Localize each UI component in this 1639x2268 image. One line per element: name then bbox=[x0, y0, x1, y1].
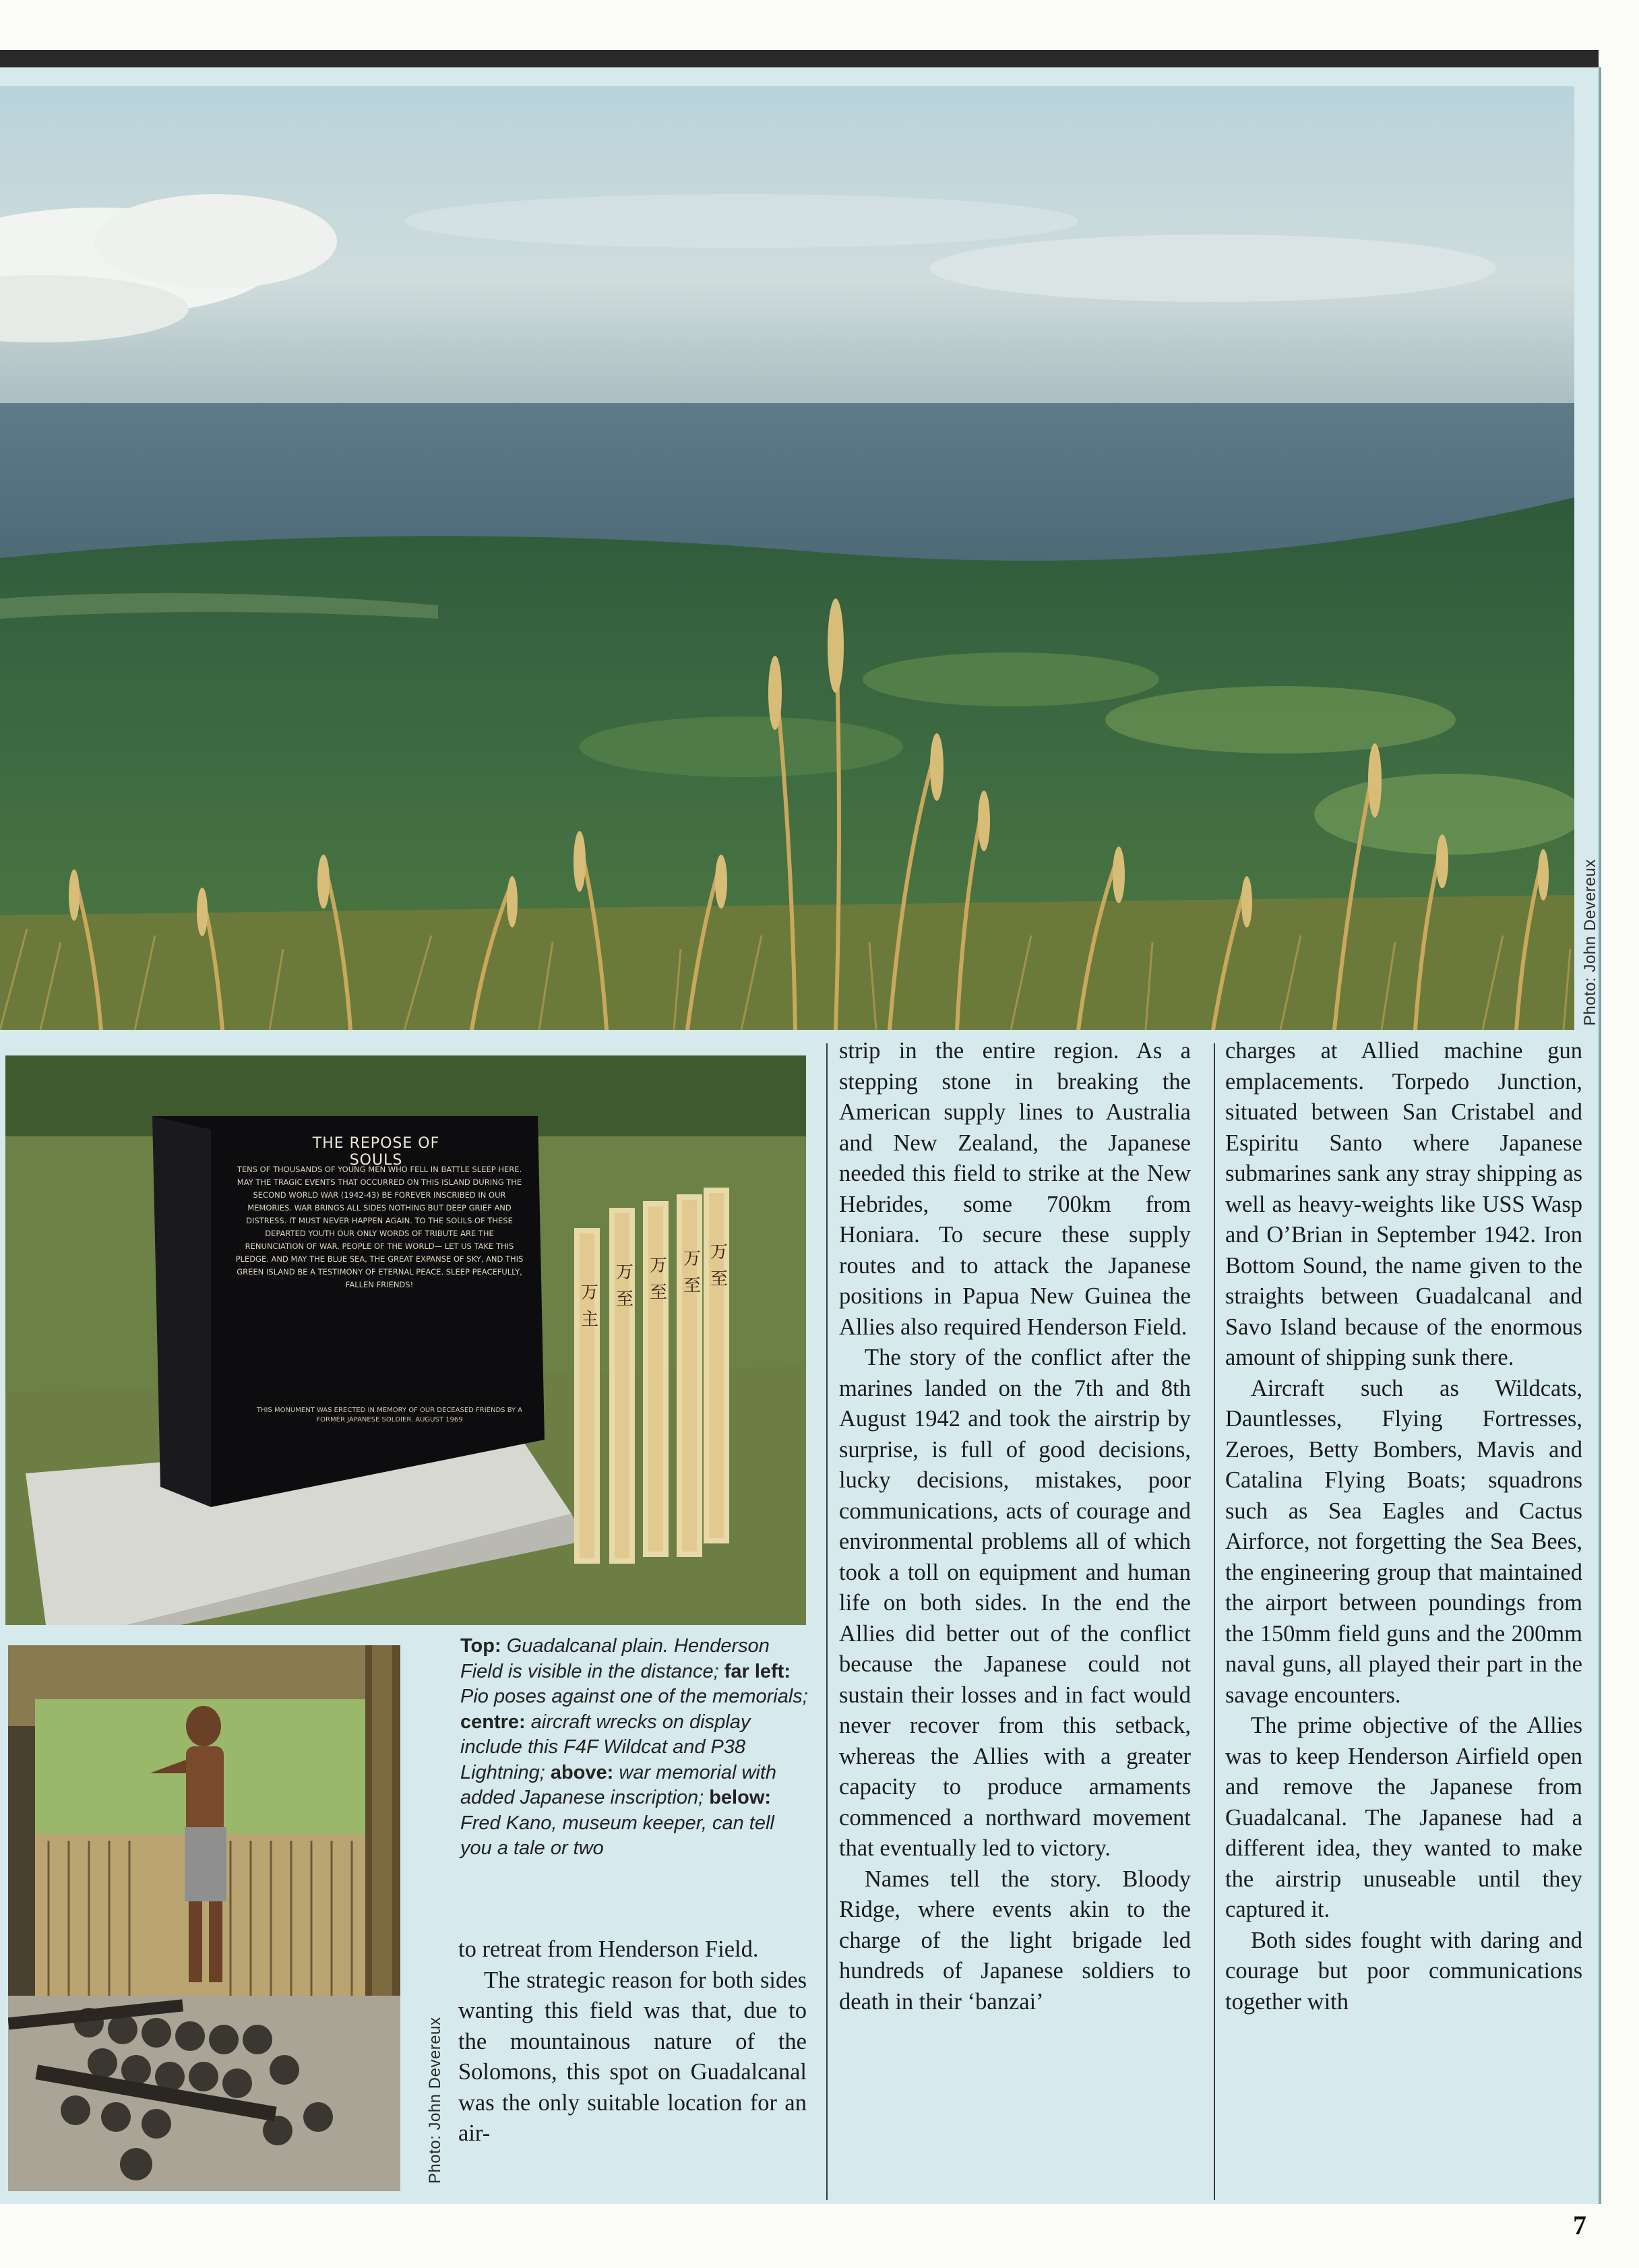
caption-top-text: Guadalcanal plain. Henderson Field is visible in the distance; bbox=[460, 1635, 770, 1682]
svg-text:万: 万 bbox=[616, 1262, 634, 1283]
photo-credit-main: Photo: John Devereux bbox=[1581, 859, 1599, 1026]
top-black-bar bbox=[0, 50, 1599, 67]
memorial-inscription: TENS OF THOUSANDS OF YOUNG MEN WHO FELL IN BATTLE SLEEP HERE. MAY THE TRAGIC EVENTS THAT OCCURRED ON THIS ISLAND DURING THE SECOND WORLD WAR (1942-43) BE FOREVER INSCRIBED IN OUR MEMORIES. WAR BRINGS ALL SIDES NOTHING BUT DEEP GRIEF AND DISTRESS. IT MUST NEVER HAPPEN AGAIN. TO THE SOULS OF THESE DEPARTED YOUTH OUR ONLY WORDS OF TRIBUTE ARE THE RENUNCIATION OF WAR. PEOPLE OF THE WORLD— LET US TAKE THIS PLEDGE. AND MAY THE BLUE SEA, THE GREAT EXPANSE OF SKY, AND THIS GREEN ISLAND BE A TESTIMONY OF ETERNAL PEACE. SLEEP PEACEFULLY, FALLEN FRIENDS! bbox=[235, 1165, 524, 1289]
caption-far-left-text: Pio poses against one of the memorials; bbox=[460, 1686, 808, 1707]
caption-centre-label: centre: bbox=[460, 1711, 526, 1733]
caption-below-label: below: bbox=[709, 1787, 772, 1808]
memorial-photo bbox=[5, 1055, 806, 1625]
page-number: 7 bbox=[1573, 2210, 1586, 2240]
article-column-3 bbox=[1225, 1036, 1582, 2017]
svg-text:万: 万 bbox=[581, 1283, 599, 1303]
caption-below-text: Fred Kano, museum keeper, can tell you a tale or two bbox=[460, 1812, 774, 1859]
article-column-1 bbox=[458, 1934, 807, 2149]
col3-paragraph-3: The prime objective of the Allies was to keep Henderson Airfield open and remove the Japanese from Guadalcanal. The Japanese had a different idea, they wanted to make the airstrip unuseable until they captured it. bbox=[1225, 1713, 1582, 1922]
col3-paragraph-4: Both sides fought with daring and courage but poor communications together with bbox=[1225, 1927, 1582, 2015]
caption-centre-text: aircraft wrecks on display include this F4F Wildcat and P38 Lightning; bbox=[460, 1711, 751, 1783]
col2-paragraph-2: The story of the conflict after the marines landed on the 7th and 8th August 1942 and took the airstrip by surprise, is full of good decisions, lucky decisions, mistakes, poor communications, acts of courage and environmental problems all of which took a toll on equipment and human life on both sides. In the end the Allies did better out of the conflict because the Japanese could not sustain their losses and in fact would never recover from this setback, whereas the Allies with a greater capacity to produce armaments commenced a northward movement that eventually led to victory. bbox=[839, 1345, 1191, 1861]
guadalcanal-plain-photo bbox=[0, 86, 1574, 1030]
column-divider-1 bbox=[826, 1043, 828, 2200]
memorial-footer: THIS MONUMENT WAS ERECTED IN MEMORY OF OUR DECEASED FRIENDS BY A FORMER JAPANESE SOLDIER. AUGUST 1969 bbox=[256, 1407, 523, 1423]
svg-text:主: 主 bbox=[581, 1310, 599, 1330]
photo-credit-lower: Photo: John Devereux bbox=[426, 2017, 444, 2184]
col3-paragraph-2: Aircraft such as Wildcats, Dauntlesses, Flying Fortresses, Zeroes, Betty Bombers, Mavis and Catalina Flying Boats; squadrons such as Sea Eagles and Cactus Airforce, not forgetting the Sea Bees, the engineering group that maintained the airport between poundings from the 150mm field guns and the 200mm naval guns, all played their part in the savage encounters. bbox=[1225, 1375, 1582, 1708]
caption-above-label: above: bbox=[550, 1761, 614, 1783]
col2-paragraph-1: strip in the entire region. As a stepping stone in breaking the American supply lines to Australia and New Zealand, the Japanese needed this field to strike at the New Hebrides, some 700km from Honiara. To secure these supply routes and to attack the Japanese positions in Papua New Guinea the Allies also required Henderson Field. bbox=[839, 1038, 1191, 1340]
article-column-2 bbox=[839, 1036, 1191, 2017]
caption-above-text: war memorial with added Japanese inscription; bbox=[460, 1761, 777, 1808]
museum-keeper-photo bbox=[8, 1645, 400, 2191]
memorial-title: THE REPOSE OF SOULS bbox=[312, 1135, 440, 1169]
svg-text:万: 万 bbox=[650, 1256, 668, 1276]
svg-text:至: 至 bbox=[650, 1283, 668, 1303]
col3-paragraph-1: charges at Allied machine gun emplacements. Torpedo Junction, situated between San Cristabel and Espiritu Santo where Japanese submarines sank any stray shipping as well as heavy-weights like USS Wasp and O’Brian in September 1942. Iron Bottom Sound, the name given to the straights between Guadalcanal and Savo Island because of the enormous amount of shipping sunk there. bbox=[1225, 1038, 1582, 1370]
col1-paragraph-1: to retreat from Henderson Field. bbox=[458, 1936, 759, 1962]
svg-text:万: 万 bbox=[683, 1249, 702, 1269]
column-divider-2 bbox=[1214, 1043, 1215, 2200]
svg-text:至: 至 bbox=[683, 1276, 702, 1296]
svg-text:万: 万 bbox=[710, 1242, 729, 1262]
svg-text:至: 至 bbox=[616, 1289, 634, 1310]
caption-top-label: Top: bbox=[460, 1635, 501, 1657]
col2-paragraph-3: Names tell the story. Bloody Ridge, where events akin to the charge of the light brigade led hundreds of Japanese soldiers to death in their ‘banzai’ bbox=[839, 1866, 1191, 2015]
col1-paragraph-2: The strategic reason for both sides wanting this field was that, due to the mountainous nature of the Solomons, this spot on Guadalcanal was the only suitable location for an air- bbox=[458, 1967, 807, 2146]
svg-text:至: 至 bbox=[710, 1269, 729, 1289]
photo-caption bbox=[460, 1634, 809, 1862]
caption-far-left-label: far left: bbox=[724, 1660, 791, 1682]
